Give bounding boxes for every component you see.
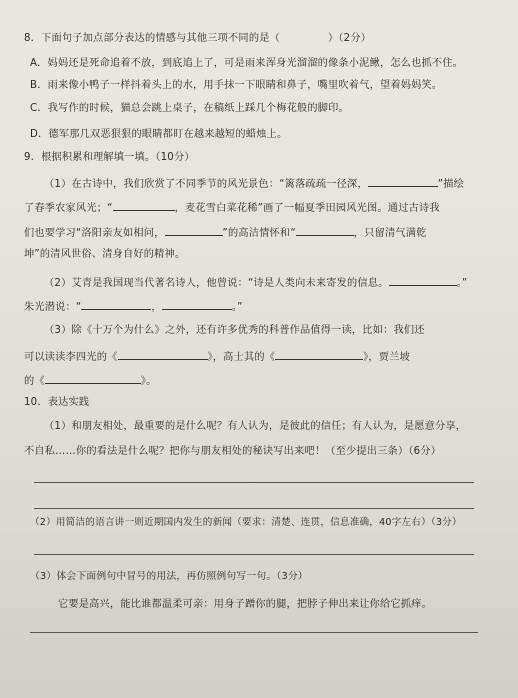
q9-p3-text-a: 可以读读李四光的《 xyxy=(24,352,118,363)
q9-title: 9．根据积累和理解填一填。（10分） xyxy=(24,152,195,163)
q9-p1-text-f: ”的高洁情怀和“ xyxy=(222,228,296,239)
q9-p2-text-b: 。” xyxy=(456,278,468,289)
q9-p1-text-c: 了春季农家风光；“ xyxy=(24,203,113,214)
q9-p1-line1 xyxy=(0,175,518,192)
q9-p1-text-e: 们也要学习“洛阳亲友如相问， xyxy=(24,228,165,239)
q8-score: ）（2分） xyxy=(327,33,372,44)
q10-p1-line1: （1）和朋友相处，最重要的是什么呢？有人认为，是彼此的信任；有人认为，是愿意分享， xyxy=(44,421,467,432)
q9-blank-1[interactable] xyxy=(368,175,438,187)
q9-blank-3[interactable] xyxy=(165,224,223,236)
q8-option-d: D．德军那几双恶狠狠的眼睛都盯在越来越短的蜡烛上。 xyxy=(30,129,288,140)
q8-option-b: B．雨来像小鸭子一样抖着头上的水，用手抹一下眼睛和鼻子，嘴里吹着气，望着妈妈笑。 xyxy=(30,80,443,91)
q10-p3-example: 它要是高兴，能比谁都温柔可亲：用身子蹭你的腿，把脖子伸出来让你给它抓痒。 xyxy=(58,599,432,610)
q8-option-a: A．妈妈还是死命追着不放，到底追上了，可是雨来浑身光溜溜的像条小泥鳅，怎么也抓不住。 xyxy=(30,58,464,69)
q9-p1-line2 xyxy=(0,199,518,216)
q9-p3-text-b: 》，高士其的《 xyxy=(207,352,276,363)
q10-title: 10．表达实践 xyxy=(24,397,90,408)
q10-p3: （3）体会下面例句中冒号的用法，再仿照例句写一句。（3分） xyxy=(30,571,308,582)
q10-answer-line-3[interactable] xyxy=(34,554,474,555)
q9-p3-text-e: 》。 xyxy=(140,376,157,387)
q9-p3-line3 xyxy=(0,372,518,389)
q9-p1-line3 xyxy=(0,224,518,241)
q9-p1-text-b: ”描绘 xyxy=(437,179,465,190)
q9-blank-6[interactable] xyxy=(81,298,151,310)
q9-p1-text-d: ，麦花雪白菜花稀”画了一幅夏季田园风光图。通过古诗我 xyxy=(174,203,440,214)
q10-p1-line2: 不自私……你的看法是什么呢？把你与朋友相处的秘诀写出来吧！（至少提出三条）（6分） xyxy=(24,446,442,457)
q9-p1-text-g: ，只留清气满乾 xyxy=(353,228,427,239)
q9-p3-text-d: 的《 xyxy=(24,376,45,387)
q9-p2-text-c: 朱光潜说：“ xyxy=(24,302,82,313)
q9-blank-10[interactable] xyxy=(45,372,141,384)
q9-blank-4[interactable] xyxy=(296,224,354,236)
q10-answer-line-1[interactable] xyxy=(34,482,474,483)
q9-blank-5[interactable] xyxy=(389,274,457,286)
q9-p3-text-c: 》，贾兰坡 xyxy=(363,352,410,363)
q9-p2-line1 xyxy=(0,274,518,291)
q9-p3-line1: （3）除《十万个为什么》之外，还有许多优秀的科普作品值得一读，比如：我们还 xyxy=(44,325,425,336)
q9-p1-text-a: （1）在古诗中，我们欣赏了不同季节的风光景色：“篱落疏疏一径深， xyxy=(44,179,368,190)
q10-answer-line-2[interactable] xyxy=(34,508,474,509)
q9-p2-line2 xyxy=(0,298,518,315)
q8-stem-text: 8．下面句子加点部分表达的情感与其他三项不同的是（ xyxy=(24,33,280,44)
q9-blank-7[interactable] xyxy=(162,298,232,310)
q9-p2-text-e: 。” xyxy=(231,302,243,313)
q10-p2: （2）用简洁的语言讲一则近期国内发生的新闻（要求：清楚、连贯，信息准确，40字左右）（3分） xyxy=(30,517,462,528)
q9-p2-text-a: （2）艾青是我国现当代著名诗人，他曾说：“诗是人类向未来寄发的信息。 xyxy=(44,278,389,289)
q9-p1-line4: 坤”的清风世俗、清身自好的精神。 xyxy=(24,249,186,260)
q9-blank-2[interactable] xyxy=(113,199,175,211)
q9-p2-text-d: ， xyxy=(151,302,162,313)
q9-p3-line2 xyxy=(0,348,518,365)
q9-blank-9[interactable] xyxy=(275,348,363,360)
q9-blank-8[interactable] xyxy=(118,348,208,360)
q8-stem xyxy=(0,32,518,46)
q8-option-c: C．我写作的时候，猫总会跳上桌子，在稿纸上踩几个梅花般的脚印。 xyxy=(30,103,349,114)
q10-answer-line-4[interactable] xyxy=(30,632,478,633)
